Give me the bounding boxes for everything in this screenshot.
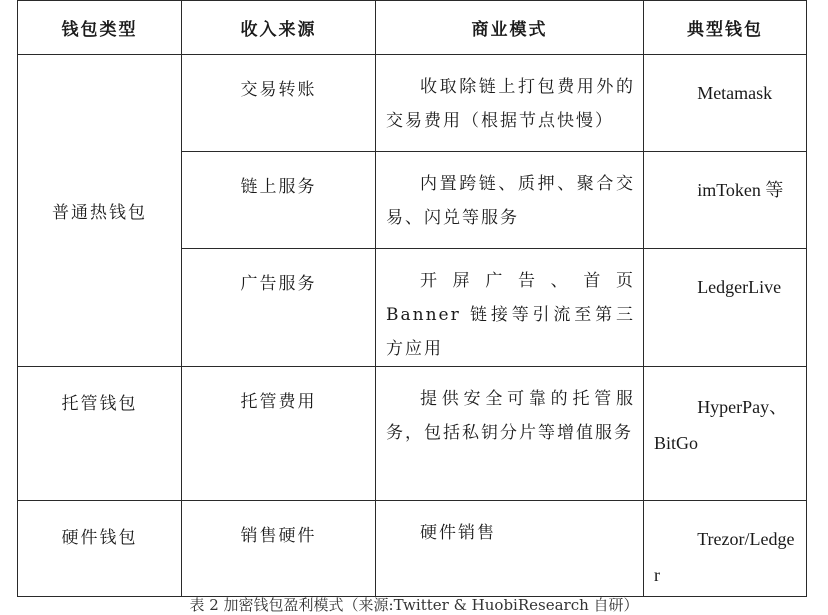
wallet-type: 硬件钱包: [61, 528, 138, 548]
header-business-model: 商业模式: [376, 1, 644, 55]
typical-wallet: Trezor/Ledger: [654, 529, 795, 585]
typical-wallet: LedgerLive: [697, 277, 782, 297]
wallet-type-cell: [18, 367, 182, 501]
income-source-cell: [182, 152, 376, 249]
business-model-cell: [376, 501, 644, 597]
typical-wallet-cell: [644, 152, 807, 249]
income-source: 交易转账: [240, 80, 317, 100]
income-source-cell: [182, 249, 376, 367]
business-model-cell: [376, 55, 644, 152]
typical-wallet: HyperPay、BitGo: [654, 397, 788, 453]
income-source: 托管费用: [240, 392, 317, 412]
business-model: 内置跨链、质押、聚合交易、闪兑等服务: [386, 174, 635, 228]
income-source: 销售硬件: [240, 526, 317, 546]
typical-wallet: imToken 等: [697, 180, 784, 200]
header-income-source: 收入来源: [182, 1, 376, 55]
wallet-type-cell: [18, 501, 182, 597]
income-source: 链上服务: [240, 177, 317, 197]
wallet-type: 托管钱包: [61, 394, 138, 414]
income-source: 广告服务: [240, 274, 317, 294]
business-model: 开屏广告、首页 Banner 链接等引流至第三方应用: [386, 271, 635, 359]
header-typical-wallet: 典型钱包: [644, 1, 807, 55]
typical-wallet-cell: [644, 501, 807, 597]
typical-wallet: Metamask: [697, 83, 773, 103]
table-caption: 表 2 加密钱包盈利模式（来源:Twitter & HuobiResearch 自研）: [189, 596, 639, 614]
business-model-cell: [376, 367, 644, 501]
business-model-cell: [376, 152, 644, 249]
wallet-type-cell: [18, 55, 182, 367]
income-source-cell: [182, 501, 376, 597]
income-source-cell: [182, 55, 376, 152]
wallet-profit-table: [17, 0, 807, 597]
header-wallet-type: 钱包类型: [18, 1, 182, 55]
typical-wallet-cell: [644, 367, 807, 501]
income-source-cell: [182, 367, 376, 501]
table-row: [18, 55, 807, 152]
business-model: 收取除链上打包费用外的交易费用（根据节点快慢）: [386, 77, 635, 131]
table-header-row: [18, 1, 807, 55]
typical-wallet-cell: [644, 249, 807, 367]
wallet-type: 普通热钱包: [52, 203, 147, 223]
business-model-cell: [376, 249, 644, 367]
table-row: [18, 367, 807, 501]
business-model: 硬件销售: [420, 523, 496, 543]
business-model: 提供安全可靠的托管服务，包括私钥分片等增值服务: [386, 389, 635, 443]
table-row: [18, 501, 807, 597]
typical-wallet-cell: [644, 55, 807, 152]
